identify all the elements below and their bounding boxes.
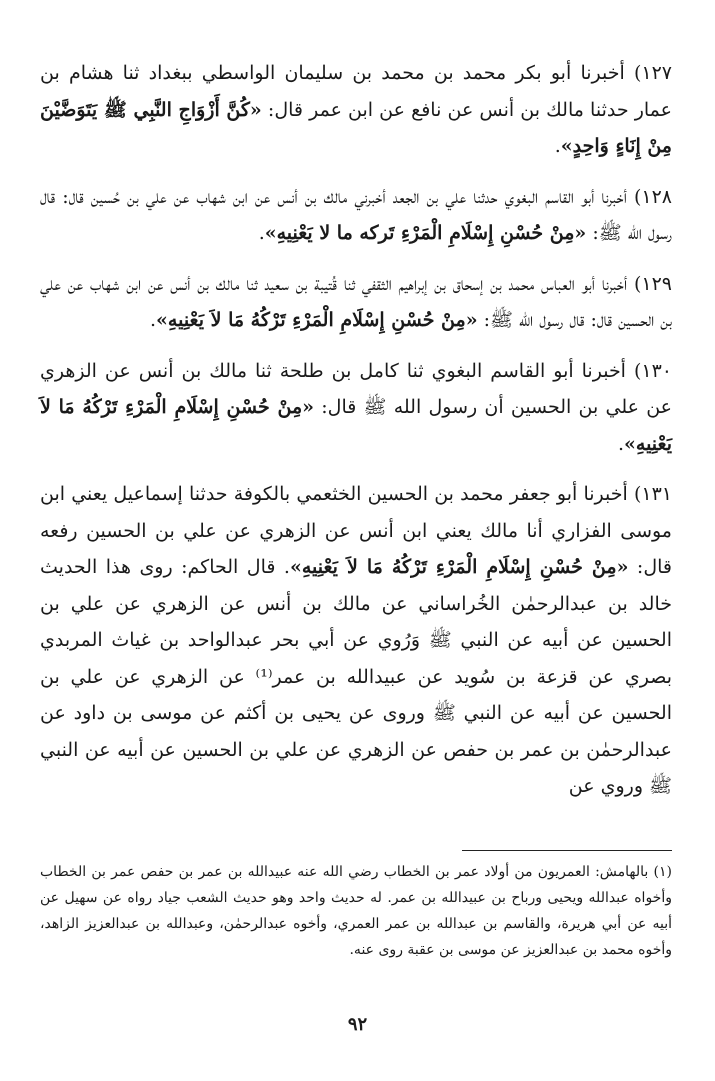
page-body	[40, 55, 672, 819]
hadith-text: ١٢٩) أخبرنا أبو العباس محمد بن إسحاق بن إبراهيم الثقفي ثنا قُتيبة بن سعيد ثنا مالك بن أنس عن ابن شهاب عن علي بن الحسين قال: قال رسول الله ﷺ:	[40, 272, 672, 331]
hadith-after: .	[554, 135, 561, 157]
hadith-after: .	[258, 222, 265, 244]
hadith-quote: «مِنْ حُسْنِ إِسْلَامِ الْمَرْءِ تَرْكُهُ مَا لاَ يَعْنِيهِ»	[289, 556, 629, 578]
hadith-quote: «كُنَّ أَزْوَاجِ النَّبِي ﷺ يَتَوَضَّيْنَ مِنْ إِنَاءٍ وَاحِدٍ»	[40, 98, 672, 157]
hadith-text: ١٢٨) أخبرنا أبو القاسم البغوي حدثنا علي بن الجعد أخبرني مالك بن أنس عن ابن شهاب عن علي بن حُسين قال: قال رسول الله ﷺ:	[40, 185, 672, 244]
hadith-127	[40, 55, 672, 165]
footnote-divider	[462, 850, 672, 851]
hadith-130	[40, 353, 672, 463]
hadith-quote: «مِنْ حُسْنِ إِسْلَامِ الْمَرْءِ تَرْكُهُ مَا لاَ يَعْنِيهِ»	[40, 396, 672, 455]
footnotes	[40, 850, 672, 963]
hadith-131	[40, 476, 672, 805]
hadith-quote: «مِنْ حُسْنِ إِسْلَامِ الْمَرْءِ تَركه ما لا يَعْنِيهِ»	[264, 222, 587, 244]
hadith-after: . قال الحاكم: روى هذا الحديث خالد بن عبدالرحمٰن الخُراساني عن مالك بن أنس عن الزهري عن علي بن الحسين عن أبيه عن النبي ﷺ وَرُوي عن أبي بحر عبدالواحد بن غياث المربدي بصري عن قزعة بن سُويد عن عبيدالله بن عمر⁽¹⁾ عن الزهري عن علي بن الحسين عن أبيه عن النبي ﷺ وروى عن يحيى بن أكثم عن موسى بن داود عن عبدالرحمٰن بن عمر بن حفص عن الزهري عن علي بن الحسين عن أبيه عن النبي ﷺ وروي عن	[40, 556, 672, 797]
hadith-after: .	[617, 432, 625, 455]
footnote-1: (١) بالهامش: العمريون من أولاد عمر بن الخطاب رضي الله عنه عبيدالله بن عمر بن حفص عمر بن الخطاب وأخواه عبدالله ويحيى ورباح بن عبيدالله بن عمر. له حديث واحد وهو حديث الشعب جياد رواه عن سهيل عن أبيه عن أبي هريرة، والقاسم بن عبدالله بن عمر العمري، وأخوه عبدالرحمٰن، وعبدالله بن عبدالعزيز الزاهد، وأخوه محمد بن عبدالعزيز عن موسى بن عقبة روى عنه.	[40, 864, 672, 958]
hadith-text: ١٣٠) أخبرنا أبو القاسم البغوي ثنا كامل بن طلحة ثنا مالك بن أنس عن الزهري عن علي بن الحسين أن رسول الله ﷺ قال:	[40, 359, 672, 418]
hadith-text: ١٣١) أخبرنا أبو جعفر محمد بن الحسين الخثعمي بالكوفة حدثنا إسماعيل يعني ابن موسى الفزاري أنا مالك يعني ابن أنس عن الزهري عن علي بن الحسين رفعه قال:	[40, 483, 672, 578]
hadith-129	[40, 266, 672, 339]
hadith-after: .	[149, 309, 157, 331]
page-number: ٩٢	[347, 1014, 368, 1035]
hadith-128	[40, 179, 672, 252]
hadith-text: ١٢٧) أخبرنا أبو بكر محمد بن محمد بن سليمان الواسطي ببغداد ثنا هشام بن عمار حدثنا مالك بن أنس عن نافع عن ابن عمر قال:	[40, 62, 672, 121]
hadith-quote: «مِنْ حُسْنِ إِسْلَامِ الْمَرْءِ تَرْكُهُ مَا لاَ يَعْنِيهِ»	[156, 309, 478, 331]
